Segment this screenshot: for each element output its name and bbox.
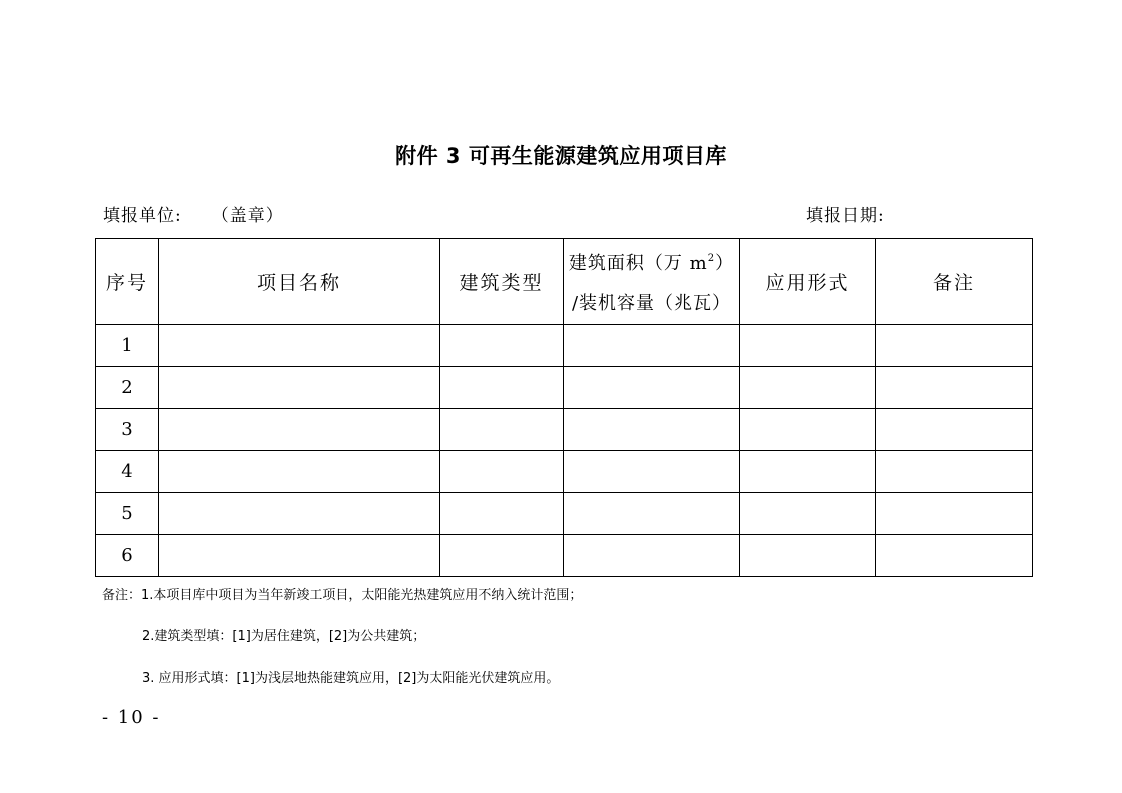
row-index: 3 — [96, 409, 159, 451]
header-application-form: 应用形式 — [740, 239, 876, 325]
cell-remarks[interactable] — [876, 535, 1033, 577]
row-index: 6 — [96, 535, 159, 577]
header-remarks: 备注 — [876, 239, 1033, 325]
cell-application-form[interactable] — [740, 409, 876, 451]
cell-remarks[interactable] — [876, 451, 1033, 493]
cell-area-capacity[interactable] — [564, 451, 740, 493]
header-area-superscript: 2 — [707, 253, 716, 264]
project-table — [95, 238, 1033, 577]
cell-area-capacity[interactable] — [564, 409, 740, 451]
header-area-suffix: ） — [715, 253, 735, 274]
cell-project-name[interactable] — [159, 451, 440, 493]
stamp-label: （盖章） — [211, 206, 284, 226]
cell-project-name[interactable] — [159, 367, 440, 409]
header-area-line2: /装机容量（兆瓦） — [571, 293, 732, 314]
page-number: - 10 - — [102, 707, 161, 728]
fill-date-label: 填报日期: — [806, 206, 885, 226]
row-index: 4 — [96, 451, 159, 493]
cell-application-form[interactable] — [740, 493, 876, 535]
note-line-1: 备注：1.本项目库中项目为当年新竣工项目，太阳能光热建筑应用不纳入统计范围； — [102, 588, 583, 603]
cell-building-type[interactable] — [440, 451, 564, 493]
table-header-row — [96, 239, 1033, 325]
header-building-type: 建筑类型 — [440, 239, 564, 325]
cell-area-capacity[interactable] — [564, 367, 740, 409]
cell-project-name[interactable] — [159, 535, 440, 577]
note-line-2: 2.建筑类型填：[1]为居住建筑，[2]为公共建筑； — [142, 629, 426, 644]
row-index: 1 — [96, 325, 159, 367]
table-row — [96, 325, 1033, 367]
cell-project-name[interactable] — [159, 325, 440, 367]
cell-building-type[interactable] — [440, 325, 564, 367]
cell-building-type[interactable] — [440, 493, 564, 535]
cell-remarks[interactable] — [876, 493, 1033, 535]
header-area-prefix: 建筑面积（万 m — [568, 253, 708, 274]
fill-unit-label: 填报单位: — [103, 206, 182, 226]
table-row — [96, 535, 1033, 577]
header-area-line1 — [564, 239, 739, 284]
cell-project-name[interactable] — [159, 493, 440, 535]
cell-building-type[interactable] — [440, 409, 564, 451]
table-row — [96, 367, 1033, 409]
header-area-capacity — [564, 239, 740, 325]
table-row — [96, 409, 1033, 451]
cell-remarks[interactable] — [876, 325, 1033, 367]
cell-area-capacity[interactable] — [564, 535, 740, 577]
cell-building-type[interactable] — [440, 367, 564, 409]
cell-application-form[interactable] — [740, 535, 876, 577]
fill-date-field — [806, 204, 885, 228]
cell-area-capacity[interactable] — [564, 493, 740, 535]
cell-application-form[interactable] — [740, 451, 876, 493]
header-index: 序号 — [96, 239, 159, 325]
cell-area-capacity[interactable] — [564, 325, 740, 367]
cell-application-form[interactable] — [740, 325, 876, 367]
cell-remarks[interactable] — [876, 367, 1033, 409]
document-title: 附件 3 可再生能源建筑应用项目库 — [395, 144, 727, 168]
note-line-3: 3. 应用形式填：[1]为浅层地热能建筑应用，[2]为太阳能光伏建筑应用。 — [142, 671, 560, 686]
cell-building-type[interactable] — [440, 535, 564, 577]
table-row — [96, 493, 1033, 535]
cell-application-form[interactable] — [740, 367, 876, 409]
cell-project-name[interactable] — [159, 409, 440, 451]
row-index: 2 — [96, 367, 159, 409]
table-row — [96, 451, 1033, 493]
row-index: 5 — [96, 493, 159, 535]
header-project-name: 项目名称 — [159, 239, 440, 325]
fill-unit-field — [103, 204, 284, 228]
cell-remarks[interactable] — [876, 409, 1033, 451]
